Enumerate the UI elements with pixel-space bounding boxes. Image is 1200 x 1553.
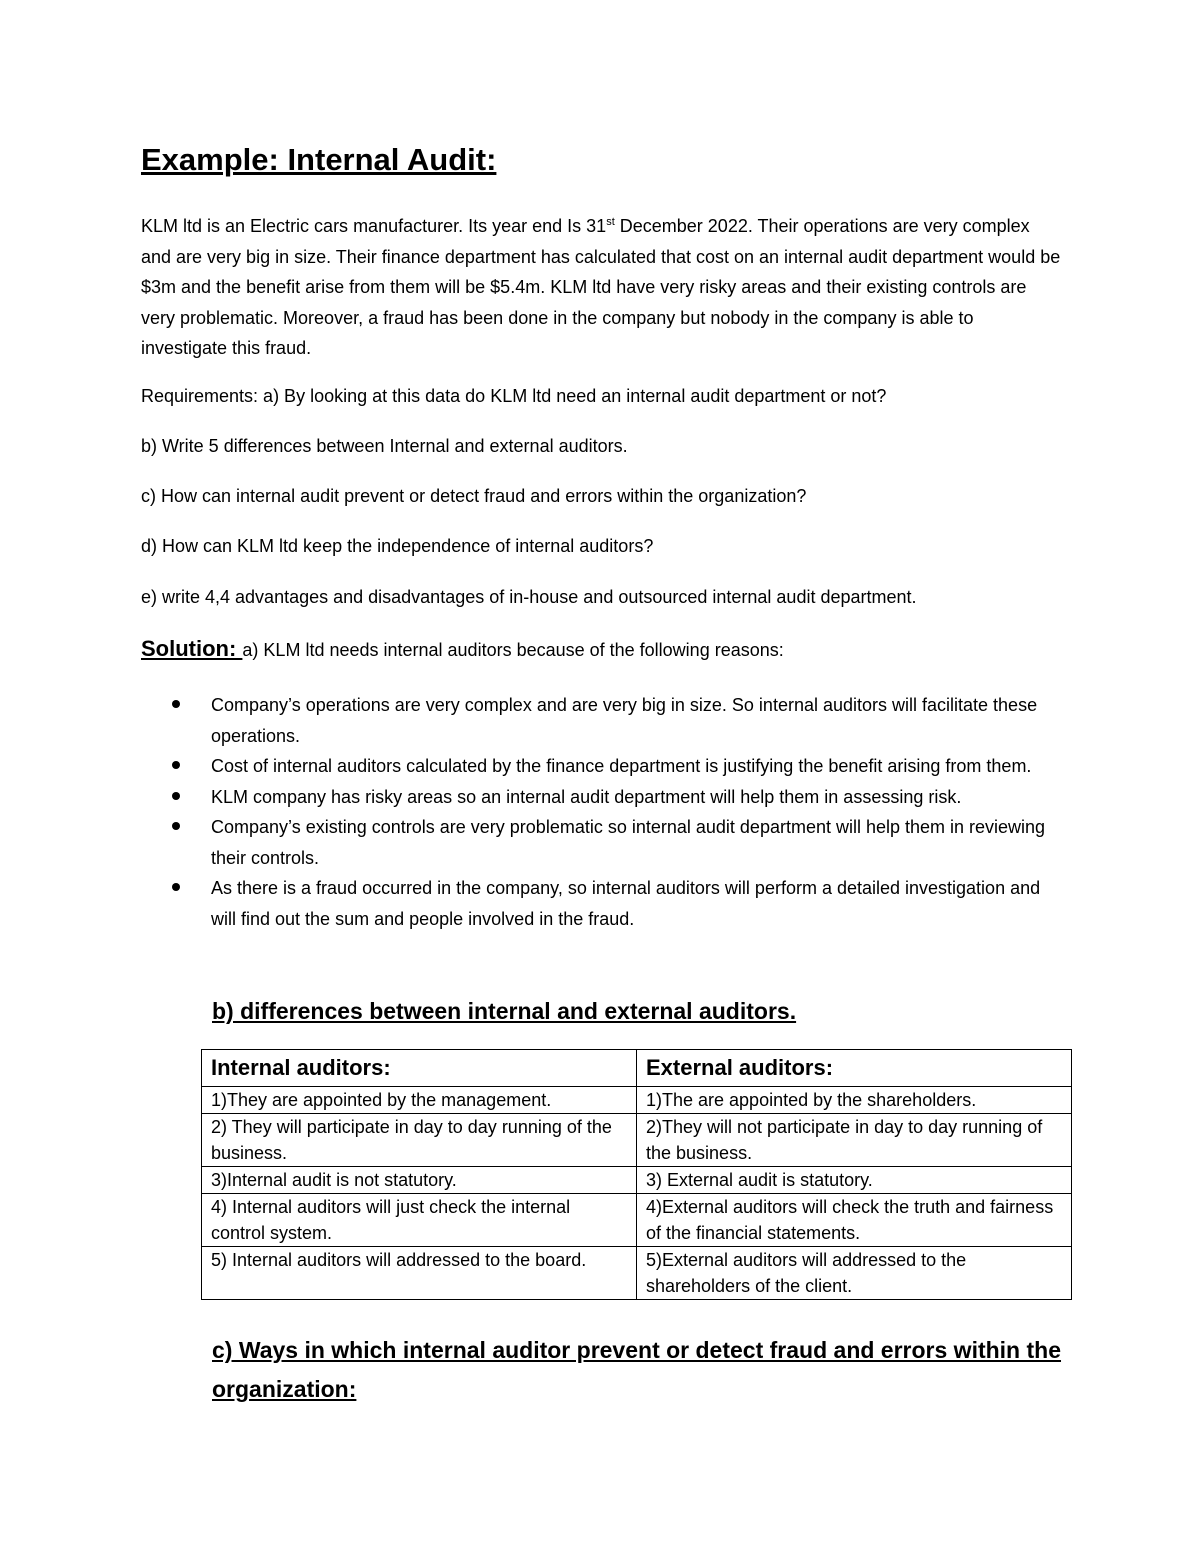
- bullet-icon: [172, 792, 180, 800]
- list-item: [172, 812, 1052, 873]
- table-cell-internal: 1)They are appointed by the management.: [202, 1087, 637, 1114]
- table-header-external: External auditors:: [637, 1050, 1072, 1087]
- requirement-a: Requirements: a) By looking at this data do KLM ltd need an internal audit department or not?: [141, 386, 887, 406]
- list-item-text: Company’s operations are very complex and are very big in size. So internal auditors will facilitate these operations.: [211, 695, 1038, 746]
- table-cell-external: 3) External audit is statutory.: [637, 1167, 1072, 1194]
- list-item-text: Company’s existing controls are very problematic so internal audit department will help them in reviewing their controls.: [211, 817, 1046, 868]
- table-cell-external: 4)External auditors will check the truth and fairness of the financial statements.: [637, 1194, 1072, 1247]
- table-row: [202, 1087, 1072, 1114]
- requirement-b: b) Write 5 differences between Internal and external auditors.: [141, 436, 628, 456]
- requirement-d: d) How can KLM ltd keep the independence of internal auditors?: [141, 536, 654, 556]
- bullet-icon: [172, 761, 180, 769]
- solution-intro: a) KLM ltd needs internal auditors because of the following reasons:: [242, 640, 784, 660]
- bullet-icon: [172, 822, 180, 830]
- table-header-row: [202, 1050, 1072, 1087]
- table-cell-internal: 3)Internal audit is not statutory.: [202, 1167, 637, 1194]
- list-item: [172, 873, 1052, 934]
- bullet-icon: [172, 700, 180, 708]
- table-row: [202, 1194, 1072, 1247]
- table-cell-external: 5)External auditors will addressed to the shareholders of the client.: [637, 1247, 1072, 1300]
- table-cell-external: 2)They will not participate in day to day running of the business.: [637, 1114, 1072, 1167]
- bullet-icon: [172, 883, 180, 891]
- list-item: [172, 751, 1052, 782]
- list-item-text: Cost of internal auditors calculated by the finance department is justifying the benefit arising from them.: [211, 756, 1032, 776]
- section-b-heading: b) differences between internal and external auditors.: [212, 998, 797, 1024]
- intro-ordinal-suffix: st: [606, 216, 615, 228]
- list-item-text: As there is a fraud occurred in the company, so internal auditors will perform a detailed investigation and will find out the sum and people involved in the fraud.: [211, 878, 1041, 929]
- reasons-list: [172, 690, 1052, 934]
- requirement-e: e) write 4,4 advantages and disadvantages of in-house and outsourced internal audit department.: [141, 587, 917, 607]
- table-row: [202, 1167, 1072, 1194]
- solution-line: [141, 636, 1081, 662]
- solution-label: Solution:: [141, 636, 243, 661]
- list-item-text: KLM company has risky areas so an internal audit department will help them in assessing risk.: [211, 786, 962, 807]
- intro-paragraph: [141, 211, 1061, 364]
- document-title: Example: Internal Audit:: [141, 142, 497, 177]
- list-item: [172, 782, 1052, 813]
- table-cell-external: 1)The are appointed by the shareholders.: [637, 1087, 1072, 1114]
- table-cell-internal: 2) They will participate in day to day running of the business.: [202, 1114, 637, 1167]
- intro-text-end: December 2022. Their operations are very complex and are very big in size. Their finance department has calculated that cost on an internal audit department would be $3m and the benefit arise from them will be $5.4m. KLM ltd have very risky areas and their existing controls are very problematic. Moreover, a fraud has been done in the company but nobody in the company is able to investigate this fraud.: [141, 216, 1061, 358]
- table-row: [202, 1247, 1072, 1300]
- requirement-c: c) How can internal audit prevent or detect fraud and errors within the organization?: [141, 486, 807, 506]
- table-header-internal: Internal auditors:: [202, 1050, 637, 1087]
- table-cell-internal: 5) Internal auditors will addressed to the board.: [202, 1247, 637, 1300]
- section-c-heading: c) Ways in which internal auditor prevent or detect fraud and errors within the organization:: [212, 1337, 1062, 1402]
- table-cell-internal: 4) Internal auditors will just check the internal control system.: [202, 1194, 637, 1247]
- differences-table: [201, 1049, 1072, 1300]
- intro-text-start: KLM ltd is an Electric cars manufacturer. Its year end Is 31: [141, 216, 607, 236]
- list-item: [172, 690, 1052, 751]
- table-row: [202, 1114, 1072, 1167]
